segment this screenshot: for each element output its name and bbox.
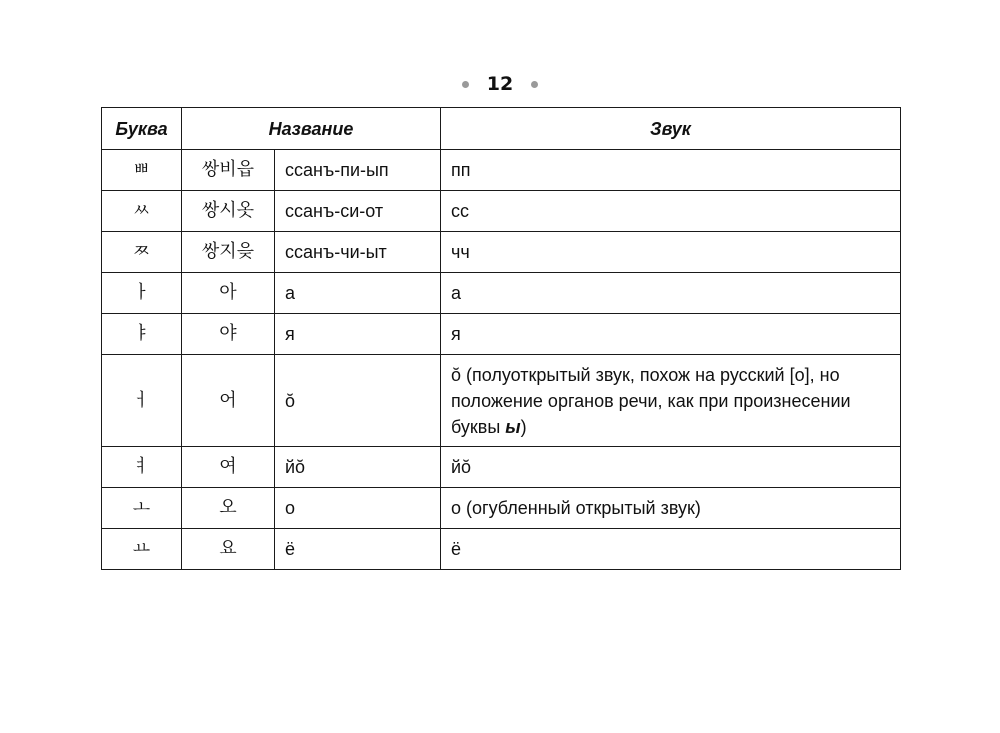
sound-cell: чч [441, 232, 901, 273]
table-row [102, 447, 901, 488]
letter-cell: ㅕ [102, 447, 182, 488]
sound-text: ŏ (полуоткрытый звук, похож на русский [о], но положение органов речи, как при произнесении буквы [451, 364, 851, 437]
russian-name-cell: ссанъ-чи-ыт [275, 232, 441, 273]
letter-cell: ㅉ [102, 232, 182, 273]
russian-name-cell: ё [275, 529, 441, 570]
sound-cell: пп [441, 150, 901, 191]
header-name: Название [182, 108, 441, 150]
table-row [102, 150, 901, 191]
sound-cell: а [441, 273, 901, 314]
russian-name-cell: а [275, 273, 441, 314]
table-row [102, 273, 901, 314]
hangul-name-cell: 야 [182, 314, 275, 355]
hangul-name-cell: 쌍비읍 [182, 150, 275, 191]
sound-cell: йŏ [441, 447, 901, 488]
table-row [102, 488, 901, 529]
letter-cell: ㅑ [102, 314, 182, 355]
table-row [102, 355, 901, 447]
letter-cell: ㅓ [102, 355, 182, 447]
sound-cell: о (огубленный открытый звук) [441, 488, 901, 529]
hangul-name-cell: 쌍시옷 [182, 191, 275, 232]
table-row [102, 314, 901, 355]
emphasized-letter: ы [505, 416, 521, 437]
header-letter: Буква [102, 108, 182, 150]
russian-name-cell: ссанъ-пи-ып [275, 150, 441, 191]
letter-cell: ㅗ [102, 488, 182, 529]
russian-name-cell: йŏ [275, 447, 441, 488]
page-number [0, 68, 1000, 100]
hangul-name-cell: 어 [182, 355, 275, 447]
sound-cell: ё [441, 529, 901, 570]
sound-cell: я [441, 314, 901, 355]
hangul-name-cell: 쌍지읒 [182, 232, 275, 273]
letter-cell: ㅃ [102, 150, 182, 191]
left-bullet-icon [462, 81, 469, 88]
page-number-text: 12 [486, 73, 514, 95]
alphabet-table [101, 107, 901, 570]
russian-name-cell: ŏ [275, 355, 441, 447]
hangul-name-cell: 아 [182, 273, 275, 314]
letter-cell: ㅛ [102, 529, 182, 570]
header-sound: Звук [441, 108, 901, 150]
russian-name-cell: ссанъ-си-от [275, 191, 441, 232]
table-row [102, 191, 901, 232]
sound-text-end: ) [520, 416, 527, 437]
right-bullet-icon [531, 81, 538, 88]
table-row [102, 232, 901, 273]
russian-name-cell: я [275, 314, 441, 355]
hangul-name-cell: 오 [182, 488, 275, 529]
letter-cell: ㅏ [102, 273, 182, 314]
sound-cell: сс [441, 191, 901, 232]
sound-cell [441, 355, 901, 447]
hangul-name-cell: 여 [182, 447, 275, 488]
hangul-name-cell: 요 [182, 529, 275, 570]
table-header-row [102, 108, 901, 150]
table-row [102, 529, 901, 570]
russian-name-cell: о [275, 488, 441, 529]
letter-cell: ㅆ [102, 191, 182, 232]
